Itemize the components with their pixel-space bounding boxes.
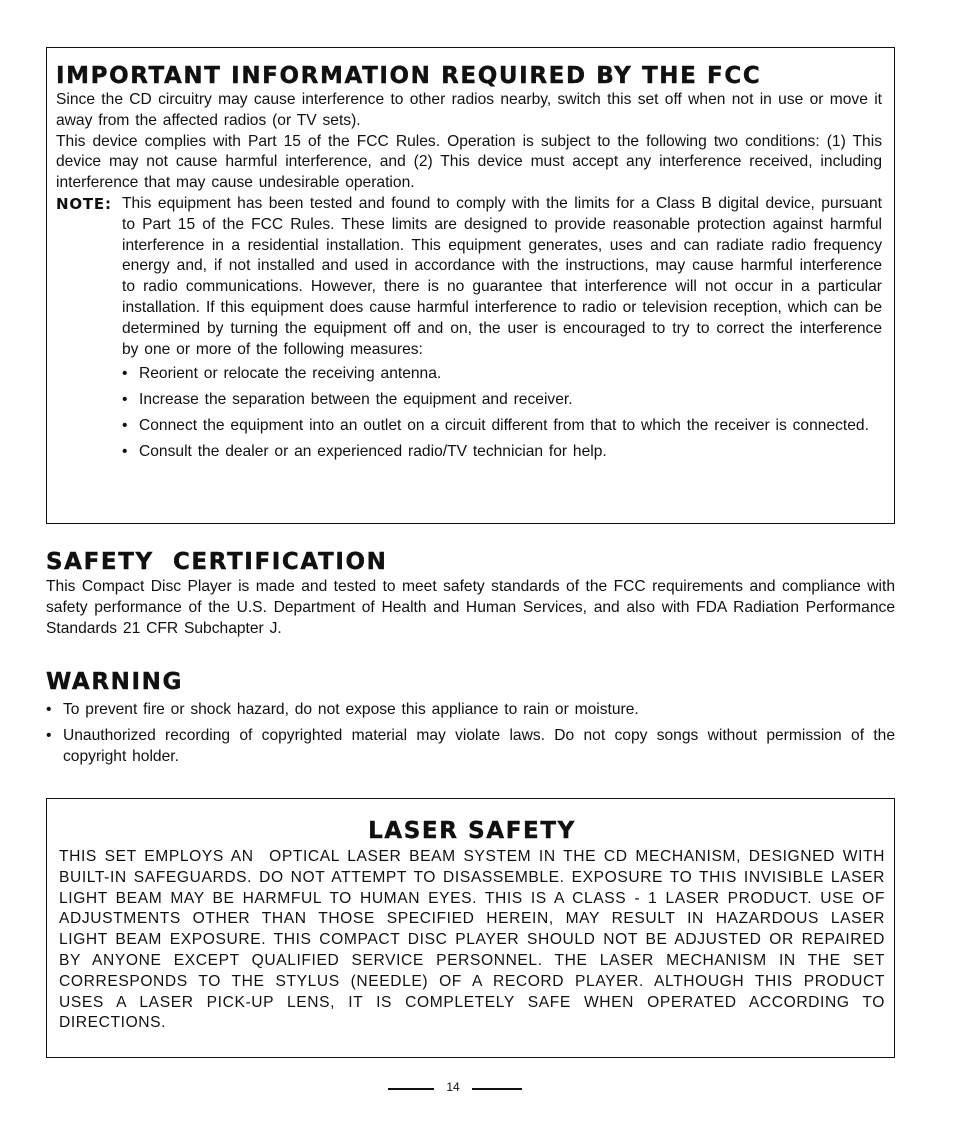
measures-list [122, 364, 882, 462]
measure-text: Connect the equipment into an outlet on a circuit different from that to which the receiver is connected. [139, 416, 869, 434]
list-item [122, 364, 882, 385]
list-item [46, 700, 895, 721]
warning-text: To prevent fire or shock hazard, do not expose this appliance to rain or moisture. [63, 701, 639, 718]
bullet-icon: • [122, 416, 128, 434]
safety-text: This Compact Disc Player is made and tested to meet safety standards of the FCC requirements and compliance with safety performance of the U.S. Department of Health and Human Services, and also with FDA Radiation Performance Standards 21 CFR Subchapter J. [46, 578, 895, 637]
bullet-icon: • [122, 365, 128, 383]
laser-text: THIS SET EMPLOYS AN OPTICAL LASER BEAM SYSTEM IN THE CD MECHANISM, DESIGNED WITH BUILT-IN SAFEGUARDS. DO NOT ATTEMPT TO DISASSEMBLE. EXPOSURE TO THIS INVISIBLE LASER LIGHT BEAM MAY BE HARMFUL TO HUMAN EYES. THIS IS A CLASS - 1 LASER PRODUCT. USE OF ADJUSTMENTS OTHER THAN THOSE SPECIFIED HEREIN, MAY RESULT IN HAZARDOUS LASER LIGHT BEAM EXPOSURE. THIS COMPACT DISC PLAYER SHOULD NOT BE ADJUSTED OR REPAIRED BY ANYONE EXCEPT QUALIFIED SERVICE PERSONNEL. THE LASER MECHANISM IN THE SET CORRESPONDS TO THE STYLUS (NEEDLE) OF A RECORD PLAYER. ALTHOUGH THIS PRODUCT USES A LASER PICK-UP LENS, IT IS COMPLETELY SAFE WHEN OPERATED ACCORDING TO DIRECTIONS. [59, 848, 892, 1032]
fcc-paragraph-compliance: This device complies with Part 15 of the FCC Rules. Operation is subject to the following two conditions: (1) This device may not cause harmful interference, and (2) This device must accept any interference received, including interference that may cause undesirable operation. [56, 132, 882, 192]
note-text: This equipment has been tested and found to comply with the limits for a Class B digital device, pursuant to Part 15 of the FCC Rules. These limits are designed to provide reasonable protection against harmful interference in a residential installation. This equipment generates, uses and can radiate radio frequency energy and, if not installed and used in accordance with the instructions, may cause harmful interference to radio communications. However, there is no guarantee that interference will not occur in a particular installation. If this equipment does cause harmful interference to radio or television reception, which can be determined by turning the equipment off and on, the user is encouraged to try to correct the interference by one or more of the following measures: [122, 194, 882, 358]
fcc-information-box [46, 47, 895, 524]
footer-rule-right [472, 1088, 522, 1090]
laser-safety-box [46, 798, 895, 1058]
measure-text: Increase the separation between the equipment and receiver. [139, 391, 573, 409]
page-number: 14 [446, 1080, 460, 1094]
bullet-icon: • [46, 701, 52, 718]
warning-text: Unauthorized recording of copyrighted material may violate laws. Do not copy songs without permission of the copyright holder. [63, 726, 895, 765]
fcc-paragraph-interference: Since the CD circuitry may cause interference to other radios nearby, switch this set off when not in use or move it away from the affected radios (or TV sets). [56, 91, 882, 129]
measure-text: Reorient or relocate the receiving antenna. [139, 365, 442, 383]
note-label: NOTE: [56, 194, 112, 213]
measure-text: Consult the dealer or an experienced radio/TV technician for help. [139, 442, 607, 460]
warning-title: WARNING [46, 669, 183, 695]
footer-rule-left [388, 1088, 434, 1090]
bullet-icon: • [122, 442, 128, 460]
fcc-title: IMPORTANT INFORMATION REQUIRED BY THE FCC [56, 63, 762, 89]
warning-list [46, 700, 895, 767]
safety-title: SAFETY CERTIFICATION [46, 549, 388, 575]
laser-title: LASER SAFETY [368, 818, 576, 844]
page-footer [388, 1078, 522, 1098]
bullet-icon: • [122, 391, 128, 409]
list-item [122, 390, 882, 411]
fcc-note [56, 194, 882, 463]
safety-certification-section [46, 548, 895, 639]
list-item [122, 416, 882, 437]
warning-section [46, 668, 895, 772]
list-item [46, 726, 895, 768]
bullet-icon: • [46, 726, 52, 744]
list-item [122, 442, 882, 463]
